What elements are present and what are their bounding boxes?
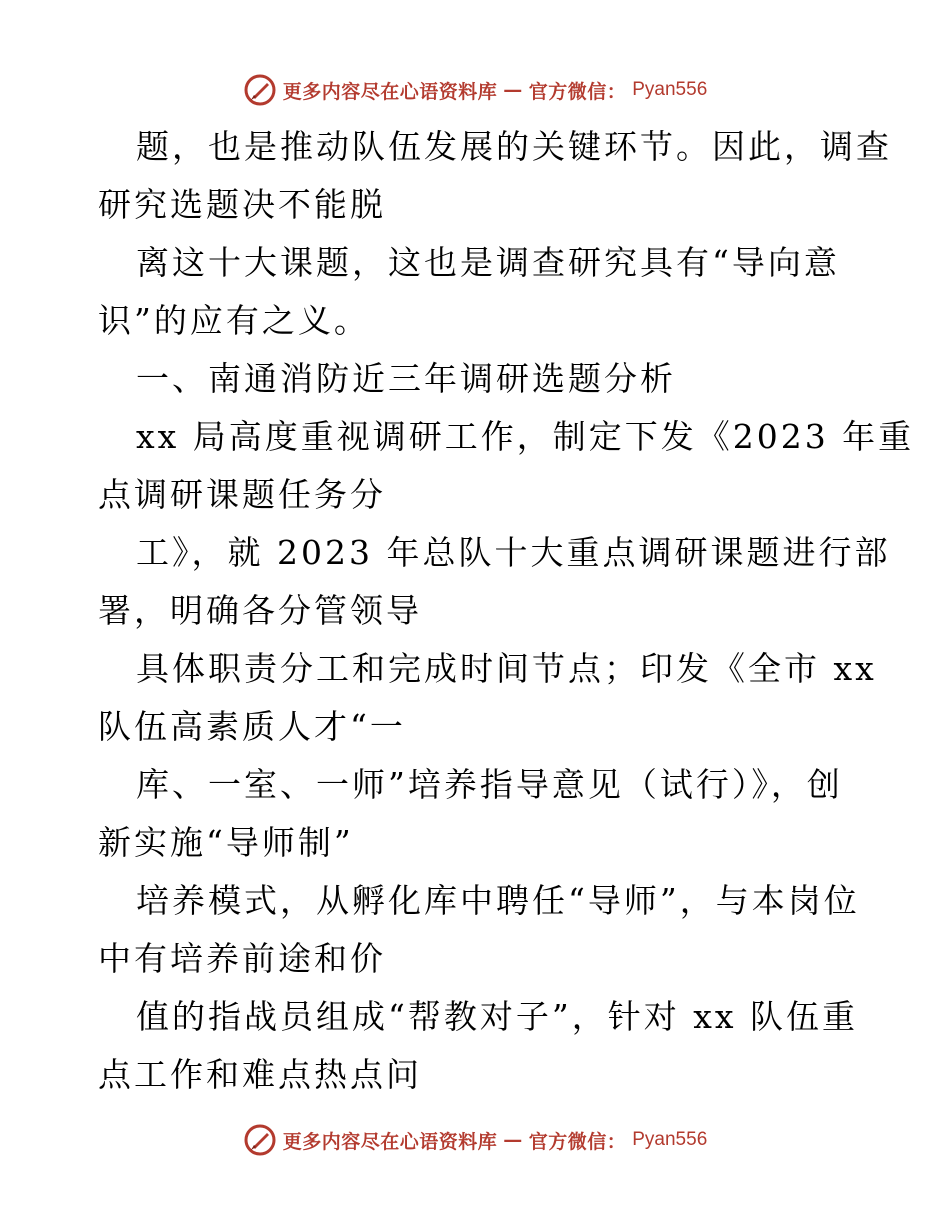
watermark-official-label: 官方微信： [528, 1130, 627, 1153]
text-line: 新实施“导师制” [98, 823, 354, 862]
watermark-separator: — [503, 1129, 523, 1151]
text-line: 研究选题决不能脱 [98, 185, 386, 224]
text-line: 值的指战员组成“帮教对子”，针对 xx 队伍重 [136, 997, 858, 1036]
text-line: 队伍高素质人才“一 [98, 707, 406, 746]
text-line: 识”的应有之义。 [98, 301, 370, 340]
watermark-separator: — [503, 79, 523, 101]
text-line: 培养模式，从孵化库中聘任“导师”，与本岗位 [136, 881, 860, 920]
text-line: 点调研课题任务分 [98, 475, 386, 514]
footer-watermark [0, 1120, 950, 1160]
watermark-text: 更多内容尽在心语资料库 [282, 80, 498, 103]
text-line: xx 局高度重视调研工作，制定下发《2023 年重 [136, 417, 915, 456]
text-line: 工》，就 2023 年总队十大重点调研课题进行部 [136, 533, 891, 572]
watermark-account: Pyan556 [632, 79, 708, 100]
text-line: 库、一室、一师”培养指导意见（试行）》，创 [136, 765, 843, 804]
text-line: 具体职责分工和完成时间节点；印发《全市 xx [136, 649, 877, 688]
text-line: 点工作和难点热点问 [98, 1055, 422, 1094]
text-line: 离这十大课题，这也是调查研究具有“导向意 [136, 243, 840, 282]
header-watermark [0, 70, 950, 110]
text-line: 中有培养前途和价 [98, 939, 386, 978]
watermark-official-label: 官方微信： [528, 80, 627, 103]
quill-logo-icon [243, 1123, 277, 1157]
text-line: 署，明确各分管领导 [98, 591, 422, 630]
document-body [98, 118, 915, 1104]
text-line: 题，也是推动队伍发展的关键环节。因此，调查 [136, 127, 892, 166]
quill-logo-icon [243, 73, 277, 107]
watermark-account: Pyan556 [632, 1129, 708, 1150]
text-line: 一、南通消防近三年调研选题分析 [136, 359, 676, 398]
watermark-text: 更多内容尽在心语资料库 [282, 1130, 498, 1153]
